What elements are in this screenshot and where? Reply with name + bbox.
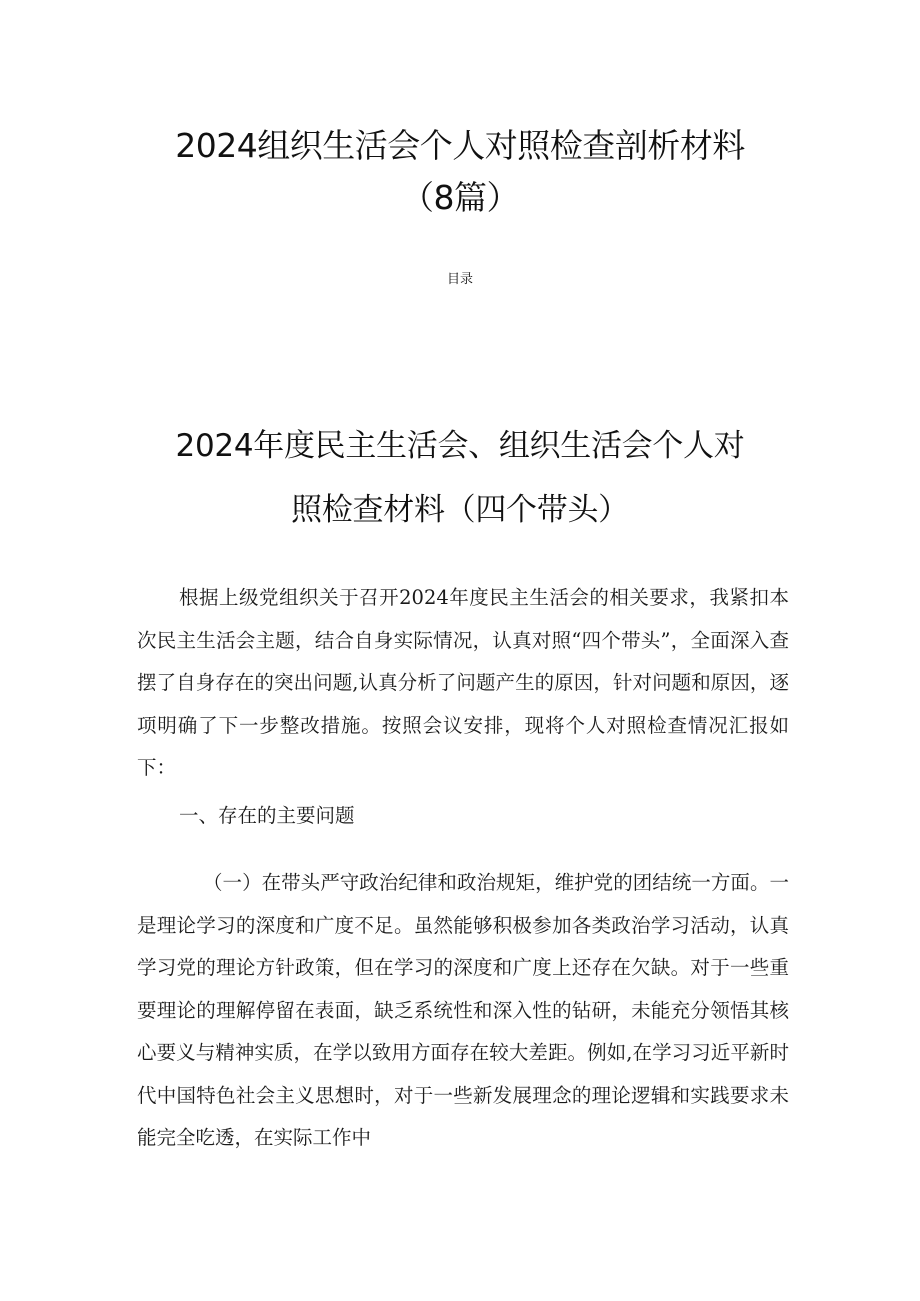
table-of-contents-label: 目录 [446,272,473,287]
document-title-line-2: （8篇） [401,178,519,217]
intro-paragraph: 根据上级党组织关于召开2024年度民主生活会的相关要求，我紧扣本次民主生活会主题，结合自身实际情况，认真对照“四个带头”，全面深入查摆了自身存在的突出问题,认真分析了问题产生的原因，针对问题和原因，逐项明确了下一步整改措施。按照会议安排，现将个人对照检查情况汇报如下： [137,586,789,779]
section-heading-problems: 一、存在的主要问题 [179,804,355,827]
problem-paragraph-1: （一）在带头严守政治纪律和政治规矩，维护党的团结统一方面。一是理论学习的深度和广度不足。虽然能够积极参加各类政治学习活动，认真学习党的理论方针政策，但在学习的深度和广度上还存在欠缺。对于一些重要理论的理解停留在表面，缺乏系统性和深入性的钻研，未能充分领悟其核心要义与精神实质，在学以致用方面存在较大差距。例如,在学习习近平新时代中国特色社会主义思想时，对于一些新发展理念的理论逻辑和实践要求未能完全吃透，在实际工作中 [137,871,789,1149]
document-title-line-1: 2024组织生活会个人对照检查剖析材料 [175,126,745,165]
section-title-line-1: 2024年度民主生活会、组织生活会个人对 [175,428,745,464]
section-title-line-2: 照检查材料（四个带头） [291,492,629,528]
